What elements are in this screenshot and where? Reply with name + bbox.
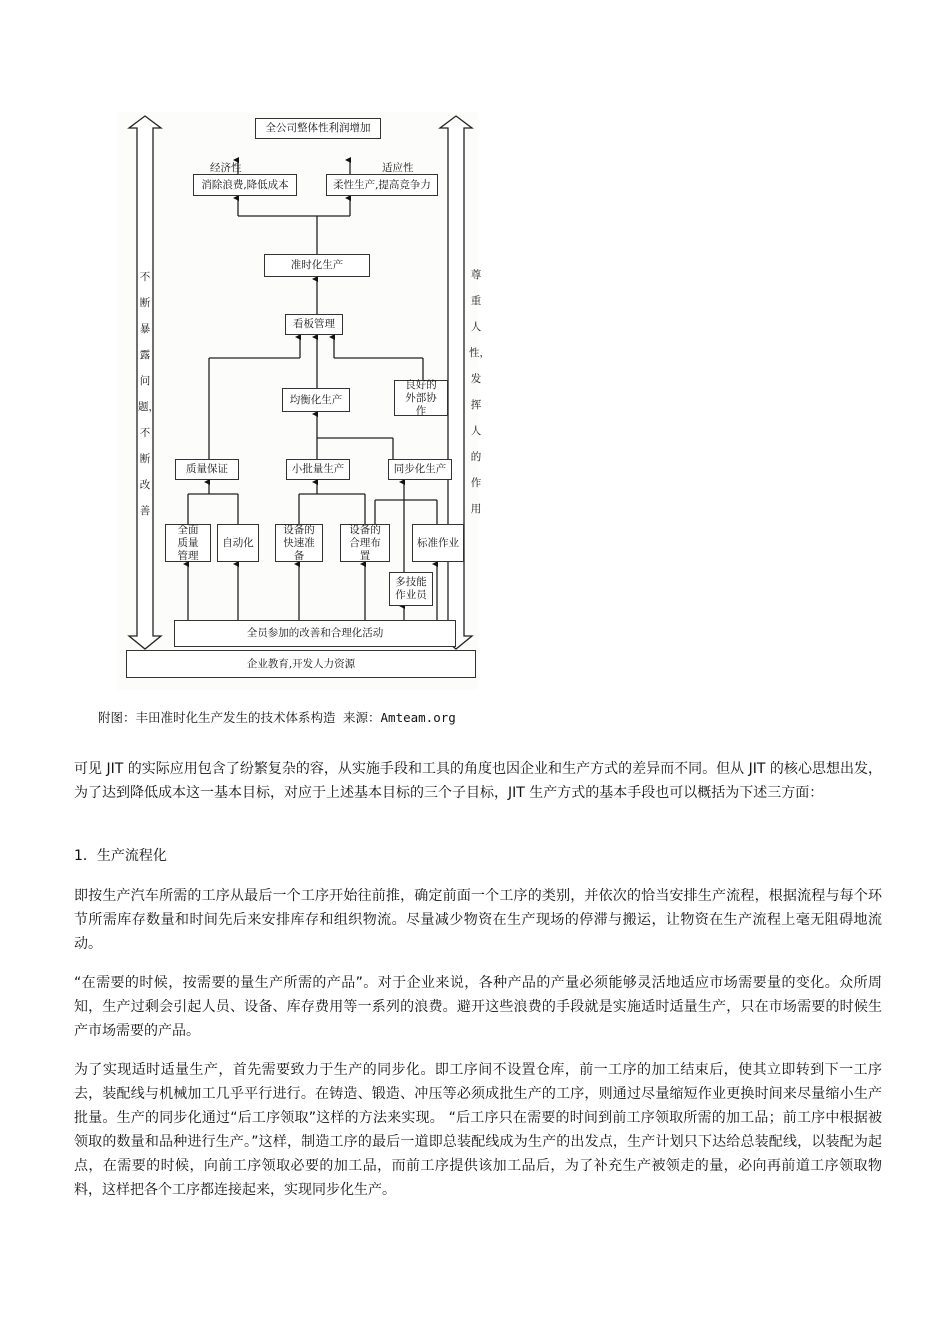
box-layout: 设备的合理布置 xyxy=(340,524,390,562)
box-quick-setup: 设备的快速准备 xyxy=(275,524,323,562)
box-quality-assurance: 质量保证 xyxy=(175,459,239,480)
paragraph-flow: 即按生产汽车所需的工序从最后一个工序开始往前推，确定前面一个工序的类别，并依次的恰当安排生产流程，根据流程与每个环节所需库存数量和时间先后来安排库存和组织物流。尽量减少物资在生产现场的停滞与搬运，让物资在生产流程上毫无阻碍地流动。 xyxy=(74,888,882,952)
box-kaizen: 全员参加的改善和合理化活动 xyxy=(174,620,456,647)
label-adaptability: 适应性 xyxy=(382,162,414,174)
box-small-lot: 小批量生产 xyxy=(286,459,350,480)
section-heading: 1．生产流程化 xyxy=(74,848,167,864)
jit-system-diagram xyxy=(118,112,490,690)
right-arrow-text: 尊重人性，发挥人的作用 xyxy=(469,269,490,515)
box-multiskill-worker: 多技能作业员 xyxy=(389,572,433,606)
box-jit-production: 准时化生产 xyxy=(264,254,370,277)
box-kanban: 看板管理 xyxy=(285,314,343,335)
paragraph-intro: 可见 JIT 的实际应用包含了纷繁复杂的容，从实施手段和工具的角度也因企业和生产方式的差异而不同。但从 JIT 的核心思想出发，为了达到降低成本这一基本目标，对应于上述基本目标的三个子目标，JIT 生产方式的基本手段也可以概括为下述三方面： xyxy=(74,761,882,801)
box-automation: 自动化 xyxy=(217,524,259,562)
box-reduce-cost: 消除浪费,降低成本 xyxy=(193,174,297,196)
box-external-cooperation: 良好的外部协作 xyxy=(394,380,448,416)
box-company-profit: 全公司整体性利润增加 xyxy=(255,118,381,139)
paragraph-demand: “在需要的时候，按需要的量生产所需的产品”。对于企业来说，各种产品的产量必须能够灵活地适应市场需要量的变化。众所周知，生产过剩会引起人员、设备、库存费用等一系列的浪费。避开这些浪费的手段就是实施适时适量生产，只在市场需要的时候生产市场需要的产品。 xyxy=(74,975,882,1039)
figure-caption: 附图：丰田准时化生产发生的技术体系构造 来源：Amteam.org xyxy=(98,710,456,725)
box-education: 企业教育,开发人力资源 xyxy=(126,650,476,678)
left-arrow-text: 不断暴露问题，不断改善 xyxy=(138,271,159,517)
paragraph-sync: 为了实现适时适量生产，首先需要致力于生产的同步化。即工序间不设置仓库，前一工序的加工结束后，使其立即转到下一工序去，装配线与机械加工几乎平行进行。在铸造、锻造、冲压等必须成批生产的工序，则通过尽量缩短作业更换时间来尽量缩小生产批量。生产的同步化通过“后工序领取”这样的方法来实现。 “后工序只在需要的时间到前工序领取所需的加工品；前工序中根据被领取的数量和品种进行生产。”这样，制造工序的最后一道即总装配线成为生产的出发点，生产计划只下达给总装配线，以装配为起点，在需要的时候，向前工序领取必要的加工品，而前工序提供该加工品后，为了补充生产被领走的量，必向再前道工序领取物料，这样把各个工序都连接起来，实现同步化生产。 xyxy=(74,1062,882,1198)
box-flexible-production: 柔性生产,提高竞争力 xyxy=(326,174,438,196)
box-standard-work: 标准作业 xyxy=(412,524,464,562)
label-economy: 经济性 xyxy=(210,162,242,174)
box-level-production: 均衡化生产 xyxy=(282,388,350,412)
box-total-quality: 全面质量管理 xyxy=(165,524,211,562)
box-sync-production: 同步化生产 xyxy=(388,459,452,480)
